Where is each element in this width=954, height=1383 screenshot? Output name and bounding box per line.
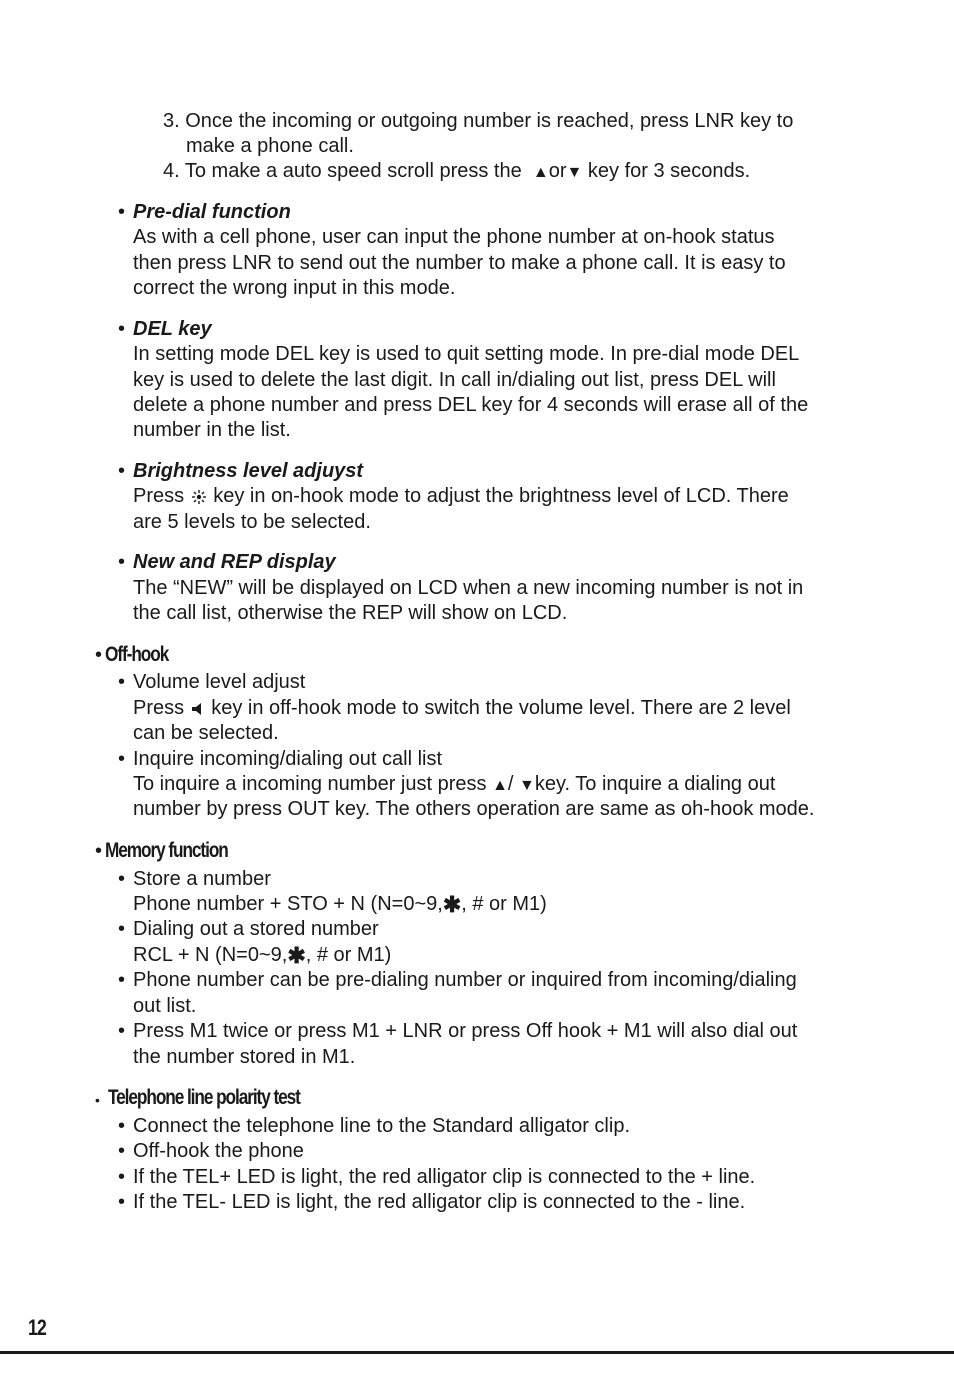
predial-title: Pre-dial function [133,201,291,223]
bullet: • [118,460,126,482]
inquire-line-1 [133,772,775,798]
brightness-title: Brightness level adjuyst [133,460,364,482]
store-line-1 [133,892,547,917]
memory-heading: Memory function [105,839,228,862]
m1-line-2: the number stored in M1. [133,1046,356,1068]
polarity-item-2: Off-hook the phone [133,1140,304,1162]
bullet: • [118,671,126,693]
store-text-end: , # or M1) [461,893,547,915]
inquire-slash: / [507,773,514,795]
bullet: • [95,644,103,666]
brightness-line-2: are 5 levels to be selected. [133,511,371,533]
store-title: Store a number [133,868,271,890]
predial-line-1: As with a cell phone, user can input the phone number at on-hook status [133,226,775,248]
up-arrow-icon: ▲ [532,164,549,181]
volume-line-1 [133,696,791,721]
offhook-heading: Off-hook [105,643,169,666]
bullet: • [118,1166,126,1188]
bullet: • [118,748,126,770]
speaker-icon [190,701,206,717]
bullet: • [118,868,126,890]
footer-rule [0,1351,954,1354]
del-line-3: delete a phone number and press DEL key for 4 seconds will erase all of the [133,394,809,416]
m1-line-1: Press M1 twice or press M1 + LNR or press Off hook + M1 will also dial out [133,1020,798,1042]
inquire-text: To inquire a incoming number just press [133,773,487,795]
down-arrow-icon: ▼ [566,164,583,181]
predial-line-3: correct the wrong input in this mode. [133,277,456,299]
predial-line-2: then press LNR to send out the number to make a phone call. It is easy to [133,252,786,274]
star-icon: ✱ [442,892,462,917]
step-4-or: or [548,160,567,182]
del-line-1: In setting mode DEL key is used to quit setting mode. In pre-dial mode DEL [133,343,800,365]
page-number: 12 [28,1315,46,1340]
del-line-2: key is used to delete the last digit. In call in/dialing out list, press DEL will [133,369,776,391]
polarity-item-4: If the TEL- LED is light, the red alligator clip is connected to the - line. [133,1191,746,1213]
polarity-heading: Telephone line polarity test [108,1086,300,1109]
newrep-line-1: The “NEW” will be displayed on LCD when a new incoming number is not in [133,577,804,599]
volume-text: Press [133,697,185,719]
volume-line-2: can be selected. [133,722,279,744]
newrep-line-2: the call list, otherwise the REP will show on LCD. [133,602,568,624]
down-arrow-icon: ▼ [519,777,535,794]
inquire-line-2: number by press OUT key. The others operation are same as oh-hook mode. [133,798,815,820]
brightness-line-1 [133,484,789,509]
bullet: • [118,201,126,223]
phone-number-line-1: Phone number can be pre-dialing number or inquired from incoming/dialing [133,969,797,991]
star-icon: ✱ [287,943,306,968]
bullet: • [118,1020,126,1042]
up-arrow-icon: ▲ [492,777,508,794]
bullet: • [118,969,126,991]
phone-number-line-2: out list. [133,995,197,1017]
inquire-title: Inquire incoming/dialing out call list [133,748,443,770]
brightness-icon [190,487,208,505]
dial-line-1 [133,943,391,968]
inquire-text-end: key. To inquire a dialing out [534,773,776,795]
bullet: • [118,318,126,340]
brightness-text-end: key in on-hook mode to adjust the brightness level of LCD. There [213,485,789,507]
del-title: DEL key [133,318,212,340]
volume-title: Volume level adjust [133,671,306,693]
bullet: • [95,840,103,862]
store-text: Phone number + STO + N (N=0~9, [133,893,443,915]
bullet: • [118,1115,126,1137]
bullet: • [118,551,126,573]
step-4-text-end: key for 3 seconds. [587,160,751,182]
polarity-item-1: Connect the telephone line to the Standard alligator clip. [133,1115,631,1137]
polarity-item-3: If the TEL+ LED is light, the red alligator clip is connected to the + line. [133,1166,756,1188]
newrep-title: New and REP display [133,551,336,573]
step-4-text: 4. To make a auto speed scroll press the [163,160,522,182]
dial-text: RCL + N (N=0~9, [133,944,288,966]
brightness-text: Press [133,485,185,507]
dial-title: Dialing out a stored number [133,918,379,940]
step-3-line-1: 3. Once the incoming or outgoing number is reached, press LNR key to [163,110,794,132]
bullet: • [118,1191,126,1213]
bullet: • [118,1140,126,1162]
bullet: • [95,1092,100,1108]
volume-text-end: key in off-hook mode to switch the volume level. There are 2 level [211,697,791,719]
bullet: • [118,918,126,940]
step-3-line-2: make a phone call. [186,135,354,157]
del-line-4: number in the list. [133,419,291,441]
step-4-line [163,159,750,185]
dial-text-end: , # or M1) [305,944,392,966]
